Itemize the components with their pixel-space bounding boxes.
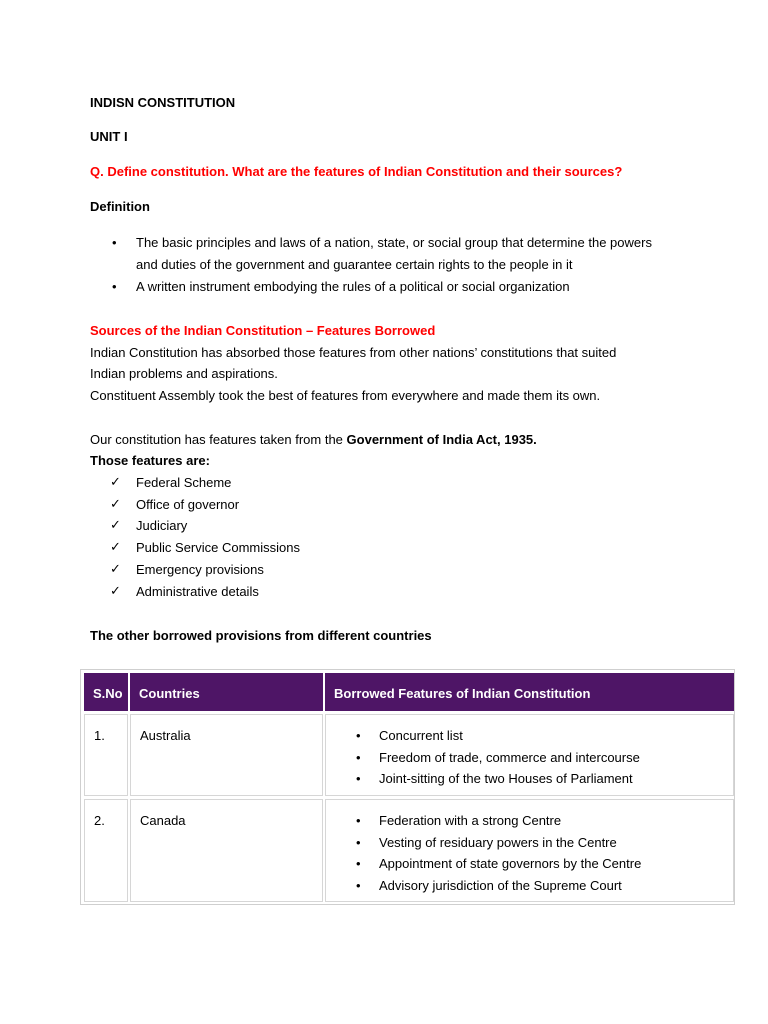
sources-paragraph-line: Indian Constitution has absorbed those features from other nations’ constitutions that suited (90, 345, 617, 360)
goi-act-line (90, 429, 537, 451)
feature-text: Concurrent list (379, 728, 463, 743)
bullet-icon: • (356, 813, 361, 828)
feature-text: Appointment of state governors by the Centre (379, 856, 642, 871)
feature-text: Judiciary (136, 518, 188, 533)
question-heading: Q. Define constitution. What are the features of Indian Constitution and their sources? (90, 164, 623, 179)
feature-list (335, 725, 640, 790)
sources-paragraph-line: Indian problems and aspirations. (90, 366, 278, 381)
borrowed-features-table (80, 669, 735, 905)
bullet-icon: • (356, 771, 361, 786)
features-heading: Those features are: (90, 453, 210, 468)
table-cell (130, 714, 323, 796)
definition-heading: Definition (90, 199, 150, 214)
sources-heading: Sources of the Indian Constitution – Features Borrowed (90, 323, 436, 338)
list-item (335, 747, 640, 769)
table-cell (130, 799, 323, 902)
feature-text: Advisory jurisdiction of the Supreme Court (379, 877, 622, 893)
borrowed-heading: The other borrowed provisions from different countries (90, 628, 432, 643)
feature-text: Administrative details (136, 584, 259, 599)
bullet-icon: • (356, 728, 361, 743)
list-item (335, 810, 641, 832)
table-header-cell (325, 673, 734, 711)
feature-text: Office of governor (136, 497, 240, 512)
bullet-icon: • (356, 856, 361, 871)
definition-point (90, 232, 690, 276)
document-title: INDISN CONSTITUTION (90, 95, 236, 110)
feature-text: Federal Scheme (136, 475, 232, 490)
definition-point (90, 276, 690, 298)
checkmark-icon: ✓ (110, 561, 121, 576)
checkmark-icon: ✓ (110, 583, 121, 598)
row-sno: 1. (94, 728, 105, 743)
feature-text: Vesting of residuary powers in the Centre (379, 834, 617, 850)
list-item (335, 832, 641, 854)
bullet-icon: • (356, 877, 361, 893)
sources-paragraph-line: Constituent Assembly took the best of features from everywhere and made them its own. (90, 388, 601, 403)
goi-act-name: Government of India Act, 1935. (346, 432, 537, 447)
bullet-icon: • (356, 749, 361, 765)
row-sno: 2. (94, 813, 105, 828)
goi-prefix: Our constitution has features taken from the (90, 432, 347, 447)
feature-list (335, 810, 641, 896)
header-borrowed-features: Borrowed Features of Indian Constitution (334, 686, 591, 701)
definition-point-text: The basic principles and laws of a nation, state, or social group that determine the powers and duties of the government and guarantee certain rights to the people in it (136, 235, 652, 272)
checkmark-icon: ✓ (110, 474, 121, 489)
feature-text: Public Service Commissions (136, 540, 300, 555)
table-cell (84, 799, 128, 902)
table-header-cell (130, 673, 323, 711)
list-item (335, 853, 641, 875)
list-item (335, 875, 641, 897)
table-cell (84, 714, 128, 796)
feature-text: Joint-sitting of the two Houses of Parliament (379, 771, 633, 786)
list-item (335, 725, 640, 747)
list-item (335, 768, 640, 790)
feature-text: Emergency provisions (136, 562, 264, 577)
bullet-icon: • (112, 279, 117, 294)
table-header-cell (84, 673, 128, 711)
table-cell (325, 799, 734, 902)
checkmark-icon: ✓ (110, 496, 121, 511)
header-countries: Countries (139, 686, 200, 701)
unit-heading: UNIT I (90, 129, 128, 144)
checkmark-icon: ✓ (110, 539, 121, 554)
feature-text: Federation with a strong Centre (379, 813, 562, 828)
definition-point-text: A written instrument embodying the rules of a political or social organization (136, 279, 570, 294)
checkmark-icon: ✓ (110, 517, 121, 532)
bullet-icon: • (112, 235, 117, 250)
bullet-icon: • (356, 834, 361, 850)
feature-text: Freedom of trade, commerce and intercourse (379, 749, 640, 765)
row-country: Canada (140, 813, 186, 828)
table-cell (325, 714, 734, 796)
row-country: Australia (140, 728, 191, 743)
header-sno: S.No (93, 686, 123, 701)
